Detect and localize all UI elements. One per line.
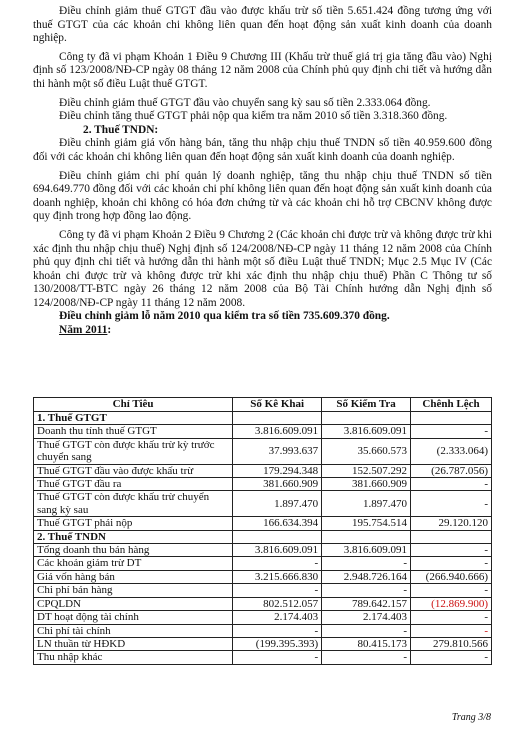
difference-value: - bbox=[411, 544, 492, 557]
audited-value: - bbox=[322, 557, 411, 570]
table-row bbox=[34, 597, 492, 610]
row-label: DT hoạt động tài chính bbox=[34, 611, 233, 624]
page-number: Trang 3/8 bbox=[451, 712, 491, 723]
table-section-row bbox=[34, 530, 492, 543]
declared-value: 2.174.403 bbox=[233, 611, 322, 624]
paragraph-vat-carry-forward: Điều chỉnh giảm thuế GTGT đầu vào chuyển sang kỳ sau số tiền 2.333.064 đồng. bbox=[59, 96, 431, 109]
row-label: CPQLDN bbox=[34, 597, 233, 610]
body-text bbox=[33, 5, 492, 338]
difference-value: - bbox=[411, 611, 492, 624]
column-header-audited: Số Kiểm Tra bbox=[322, 398, 411, 412]
declared-value: 3.215.666.830 bbox=[233, 570, 322, 583]
declared-value bbox=[233, 412, 322, 425]
row-label: Các khoản giảm trừ DT bbox=[34, 557, 233, 570]
declared-value: 37.993.637 bbox=[233, 438, 322, 464]
audited-value: 2.174.403 bbox=[322, 611, 411, 624]
year-heading bbox=[33, 324, 492, 338]
audited-value: 1.897.470 bbox=[322, 491, 411, 517]
table-row bbox=[34, 651, 492, 664]
row-label: Thuế GTGT đầu vào được khấu trừ bbox=[34, 464, 233, 477]
paragraph-vat-payable-increase: Điều chỉnh tăng thuế GTGT phải nộp qua kiểm tra năm 2010 số tiền 3.318.360 đồng. bbox=[59, 110, 448, 123]
audited-value: 2.948.726.164 bbox=[322, 570, 411, 583]
difference-value: - bbox=[411, 557, 492, 570]
declared-value: 179.294.348 bbox=[233, 464, 322, 477]
audited-value: 80.415.173 bbox=[322, 637, 411, 650]
table-section-row bbox=[34, 412, 492, 425]
row-label: 2. Thuế TNDN bbox=[34, 530, 233, 543]
year-label: Năm 2011 bbox=[59, 324, 108, 337]
table-row bbox=[34, 544, 492, 557]
audited-value: 3.816.609.091 bbox=[322, 544, 411, 557]
table-row bbox=[34, 464, 492, 477]
row-label: LN thuần từ HĐKD bbox=[34, 637, 233, 650]
table-row bbox=[34, 584, 492, 597]
declared-value: - bbox=[233, 584, 322, 597]
difference-value: (266.940.666) bbox=[411, 570, 492, 583]
difference-value: (12.869.900) bbox=[411, 597, 492, 610]
row-label: Tổng doanh thu bán hàng bbox=[34, 544, 233, 557]
difference-value: - bbox=[411, 584, 492, 597]
table-header-row bbox=[34, 398, 492, 412]
audited-value: - bbox=[322, 624, 411, 637]
difference-value bbox=[411, 530, 492, 543]
declared-value: - bbox=[233, 557, 322, 570]
table-row bbox=[34, 491, 492, 517]
table-row bbox=[34, 570, 492, 583]
audited-value bbox=[322, 530, 411, 543]
declared-value: 1.897.470 bbox=[233, 491, 322, 517]
declared-value: 166.634.394 bbox=[233, 517, 322, 530]
row-label: Doanh thu tính thuế GTGT bbox=[34, 425, 233, 438]
table-row bbox=[34, 517, 492, 530]
column-header-difference: Chênh Lệch bbox=[411, 398, 492, 412]
audited-value: - bbox=[322, 584, 411, 597]
year-colon: : bbox=[107, 324, 112, 337]
paragraph-admin-cost-adjustment: Điều chỉnh giảm chi phí quản lý doanh nghiệp, tăng thu nhập chịu thuế TNDN số tiền 694.649.770 đồng đối với các khoản chi phí không liên quan đến hoạt động sản xuất kinh doanh của doanh nghiệp, khoản chi không có hóa đơn chứng từ và các khoản chi hỗ trợ CBCNV không được quy định trong hợp đồng lao động. bbox=[33, 169, 492, 223]
audited-value: 381.660.909 bbox=[322, 478, 411, 491]
row-label: Thu nhập khác bbox=[34, 651, 233, 664]
difference-value: - bbox=[411, 478, 492, 491]
row-label: Thuế GTGT phải nộp bbox=[34, 517, 233, 530]
difference-value: (26.787.056) bbox=[411, 464, 492, 477]
paragraph-cogs-adjustment: Điều chỉnh giảm giá vốn hàng bán, tăng thu nhập chịu thuế TNDN số tiền 40.959.600 đồng đối với các khoản chi không liên quan đến hoạt động sản xuất kinh doanh của doanh nghiệp. bbox=[33, 137, 492, 163]
declared-value: 3.816.609.091 bbox=[233, 425, 322, 438]
audited-value: 152.507.292 bbox=[322, 464, 411, 477]
declared-value bbox=[233, 530, 322, 543]
table-row bbox=[34, 624, 492, 637]
table-body bbox=[34, 412, 492, 665]
row-label: Giá vốn hàng bán bbox=[34, 570, 233, 583]
table-row bbox=[34, 478, 492, 491]
paragraph-loss-adjustment: Điều chỉnh giảm lỗ năm 2010 qua kiểm tra số tiền 735.609.370 đồng. bbox=[59, 310, 390, 323]
table-row bbox=[34, 611, 492, 624]
paragraph-cit-violation: Công ty đã vi phạm Khoản 2 Điều 9 Chương 2 (Các khoản chi được trừ và không được trừ khi xác định thu nhập chịu thuế) Nghị định số 124/2008/NĐ-CP ngày 11 tháng 12 năm 2008 của Chính phủ quy định chi tiết và hướng dẫn thi hành một số điều Luật thuế TNDN; Mục 2.5 Mục IV (Các khoản chi được trừ và không được trừ khi xác định thu nhập chịu thuế) Phần C Thông tư số 130/2008/TT-BTC ngày 26 tháng 12 năm 2008 của Bộ Tài Chính hướng dẫn Nghị định số 124/2008/NĐ-CP ngày 11 tháng 12 năm 2008. bbox=[33, 228, 492, 309]
table-row bbox=[34, 637, 492, 650]
difference-value: (2.333.064) bbox=[411, 438, 492, 464]
table-row bbox=[34, 425, 492, 438]
row-label: 1. Thuế GTGT bbox=[34, 412, 233, 425]
section-heading-cit: 2. Thuế TNDN: bbox=[83, 123, 159, 136]
audited-value: - bbox=[322, 651, 411, 664]
column-header-indicator: Chỉ Tiêu bbox=[34, 398, 233, 412]
difference-value: 279.810.566 bbox=[411, 637, 492, 650]
declared-value: - bbox=[233, 651, 322, 664]
audited-value bbox=[322, 412, 411, 425]
declared-value: 3.816.609.091 bbox=[233, 544, 322, 557]
row-label: Chi phí tài chính bbox=[34, 624, 233, 637]
tax-comparison-table bbox=[33, 397, 492, 665]
difference-value: - bbox=[411, 651, 492, 664]
difference-value: - bbox=[411, 624, 492, 637]
declared-value: 802.512.057 bbox=[233, 597, 322, 610]
difference-value: - bbox=[411, 491, 492, 517]
row-label: Thuế GTGT đầu ra bbox=[34, 478, 233, 491]
column-header-declared: Số Kê Khai bbox=[233, 398, 322, 412]
audited-value: 789.642.157 bbox=[322, 597, 411, 610]
declared-value: - bbox=[233, 624, 322, 637]
declared-value: (199.395.393) bbox=[233, 637, 322, 650]
row-label: Thuế GTGT còn được khấu trừ kỳ trước chuyển sang bbox=[34, 438, 233, 464]
paragraph-vat-violation: Công ty đã vi phạm Khoản 1 Điều 9 Chương III (Khấu trừ thuế giá trị gia tăng đầu vào) Nghị định số 123/2008/NĐ-CP ngày 08 tháng 12 năm 2008 của Chính phủ quy định chi tiết và hướng dẫn thi hành một số điều Luật thuế GTGT. bbox=[33, 50, 492, 90]
difference-value bbox=[411, 412, 492, 425]
row-label: Chi phí bán hàng bbox=[34, 584, 233, 597]
table-row bbox=[34, 438, 492, 464]
declared-value: 381.660.909 bbox=[233, 478, 322, 491]
audited-value: 195.754.514 bbox=[322, 517, 411, 530]
difference-value: - bbox=[411, 425, 492, 438]
paragraph-vat-adjustment: Điều chỉnh giảm thuế GTGT đầu vào được khấu trừ số tiền 5.651.424 đồng tương ứng với thuế GTGT của các khoản chi không liên quan đến hoạt động sản xuất kinh doanh của doanh nghiệp. bbox=[33, 5, 492, 45]
audited-value: 3.816.609.091 bbox=[322, 425, 411, 438]
difference-value: 29.120.120 bbox=[411, 517, 492, 530]
row-label: Thuế GTGT còn được khấu trừ chuyển sang kỳ sau bbox=[34, 491, 233, 517]
audited-value: 35.660.573 bbox=[322, 438, 411, 464]
table-row bbox=[34, 557, 492, 570]
